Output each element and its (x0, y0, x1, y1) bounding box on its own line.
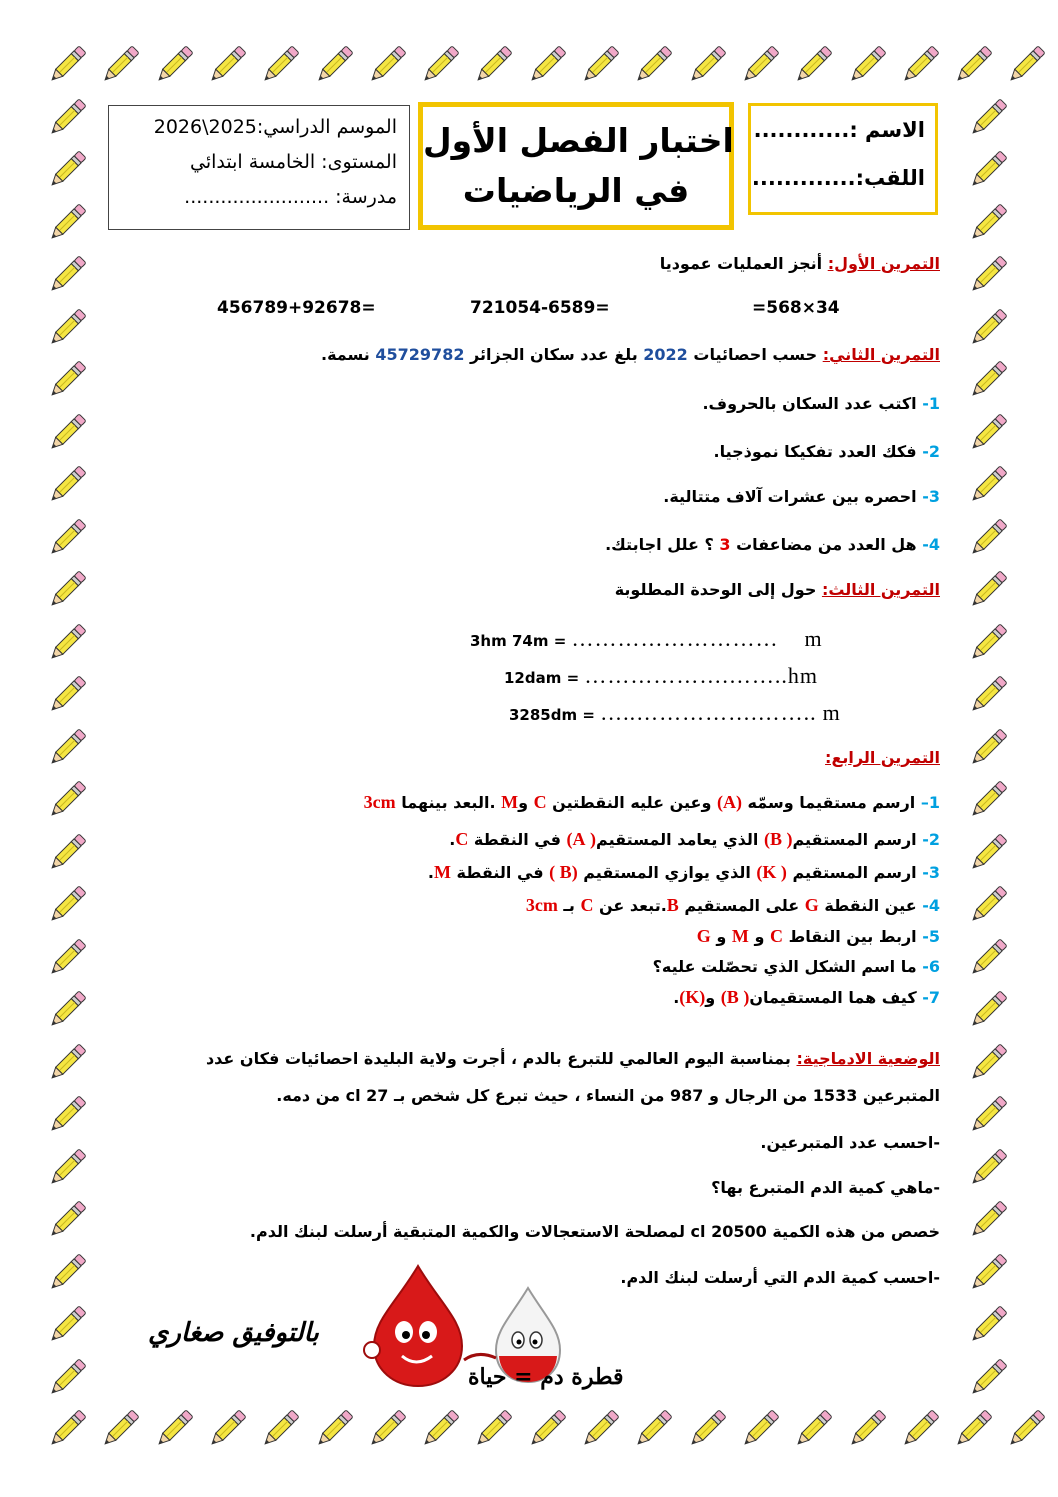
question-number: 2- (922, 442, 940, 461)
pencil-icon (790, 42, 836, 88)
question-text: و (518, 793, 534, 812)
pencil-icon (44, 830, 90, 876)
question-text: في النقطة (468, 830, 567, 849)
question-number: 2- (922, 830, 940, 849)
question-text: ؟ علل اجابتك. (605, 535, 720, 554)
exam-title-box (418, 102, 734, 230)
pencil-icon (44, 357, 90, 403)
pencil-icon (44, 567, 90, 613)
point-label: G (804, 895, 819, 915)
pencil-icon (577, 1406, 623, 1452)
exercise-2-text: نسمة. (321, 345, 376, 364)
question-text: الذي يوازي المستقيم (577, 863, 757, 882)
pencil-icon (417, 42, 463, 88)
pencil-icon (44, 1302, 90, 1348)
pencil-icon (965, 252, 1011, 298)
pencil-icon (965, 357, 1011, 403)
pencil-icon (897, 42, 943, 88)
pencil-icon (44, 515, 90, 561)
pencil-icon (965, 1355, 1011, 1401)
exercise-4-question-2 (449, 829, 940, 850)
pencil-icon (965, 1040, 1011, 1086)
pencil-icon (44, 725, 90, 771)
question-number: 7- (922, 988, 940, 1007)
exercise-4-question-3 (428, 862, 940, 883)
pencil-icon (965, 672, 1011, 718)
pencil-icon (630, 42, 676, 88)
situation-paragraph-2: المتبرعين 1533 من الرجال و 987 من النساء ، حيث تبرع كل شخص بـ cl 27 من دمه. (276, 1086, 940, 1105)
pencil-icon (44, 462, 90, 508)
question-text: هل العدد من مضاعفات (730, 535, 923, 554)
pencil-icon (44, 935, 90, 981)
question-text: فكك العدد تفكيكا نموذجيا. (713, 442, 923, 461)
pencil-icon (965, 410, 1011, 456)
census-year: 2022 (643, 345, 688, 364)
exercise-2-text: بلغ عدد سكان الجزائر (464, 345, 644, 364)
conversion-1 (470, 626, 823, 652)
pencil-icon (44, 147, 90, 193)
pencil-icon (1003, 1406, 1049, 1452)
line-label: ( B) (720, 987, 750, 1007)
question-text: ارسم مستقيما وسمّه (741, 793, 921, 812)
exercise-2-question-1 (702, 394, 940, 413)
blood-donation-slogan: قطرة دم = حياة (468, 1364, 624, 1390)
pencil-icon (965, 882, 1011, 928)
question-text: بـ (557, 896, 581, 915)
student-name-field[interactable]: الاسم :............ (753, 118, 925, 142)
school-info-box (108, 105, 410, 230)
pencil-icon (364, 42, 410, 88)
pencil-icon (470, 1406, 516, 1452)
pencil-icon (470, 42, 516, 88)
pencil-icon (44, 1355, 90, 1401)
answer-blank[interactable]: ……………….…….. (584, 663, 788, 688)
question-number: 3- (922, 487, 940, 506)
pencil-icon (737, 1406, 783, 1452)
situation-question-2: -ماهي كمية الدم المتبرع بها؟ (711, 1178, 940, 1197)
question-text: .البعد بينهما (395, 793, 502, 812)
conversion-3 (509, 700, 841, 726)
pencil-icon (965, 567, 1011, 613)
pencil-icon (965, 1302, 1011, 1348)
pencil-icon (44, 252, 90, 298)
pencil-icon (44, 1040, 90, 1086)
pencil-icon (897, 1406, 943, 1452)
operation-add: 456789+92678= (217, 298, 376, 318)
situation-title: الوضعية الادماجية: (796, 1049, 940, 1068)
pencil-icon (844, 42, 890, 88)
pencil-icon (1003, 42, 1049, 88)
school-name: مدرسة: ........................ (184, 186, 397, 208)
question-number: 6- (922, 957, 940, 976)
conversion-2 (504, 663, 818, 689)
operation-subtract: 721054-6589= (470, 298, 610, 318)
pencil-icon (684, 42, 730, 88)
pencil-icon (790, 1406, 836, 1452)
exam-title-line1: اختبار الفصل الأول (423, 121, 734, 160)
exercise-4-title: التمرين الرابع: (825, 748, 940, 767)
pencil-icon (417, 1406, 463, 1452)
pencil-icon (844, 1406, 890, 1452)
pencil-icon (965, 777, 1011, 823)
pencil-icon (44, 777, 90, 823)
exercise-2-text: حسب احصائيات (687, 345, 823, 364)
pencil-icon (965, 515, 1011, 561)
line-label: (A) (716, 792, 742, 812)
pencil-icon (44, 410, 90, 456)
exercise-1-heading (660, 254, 940, 273)
question-number: 4- (922, 535, 940, 554)
question-text: وعين عليه النقطتين (546, 793, 717, 812)
answer-blank[interactable]: ……………………… (571, 626, 779, 651)
pencil-icon (151, 1406, 197, 1452)
point-label: C (455, 829, 469, 849)
conversion-expression: 3hm 74m = (470, 632, 572, 650)
question-text: احصره بين عشرات آلاف متتالية. (663, 487, 923, 506)
school-season: الموسم الدراسي:2025\2026 (153, 116, 397, 138)
pencil-icon (965, 1145, 1011, 1191)
exercise-3-heading (615, 580, 940, 599)
exercise-4-question-5 (697, 926, 940, 947)
answer-blank[interactable]: …..…………….…….. (600, 700, 817, 725)
question-text: ارسم المستقيم (792, 830, 923, 849)
question-text: كيف هما المستقيمان (749, 988, 923, 1007)
exercise-2-question-3 (663, 487, 940, 506)
line-label: ( A) (566, 829, 597, 849)
red-drop-icon (364, 1266, 462, 1386)
exercise-2-question-4 (605, 535, 940, 554)
point-label: C (770, 926, 783, 946)
pencil-icon (311, 42, 357, 88)
question-text: . (673, 988, 680, 1007)
pencil-icon (965, 1092, 1011, 1138)
pencil-icon (965, 200, 1011, 246)
pencil-icon (44, 305, 90, 351)
pencil-icon (965, 1250, 1011, 1296)
question-text: ما اسم الشكل الذي تحصّلت عليه؟ (652, 957, 923, 976)
pencil-icon (44, 987, 90, 1033)
student-surname-field[interactable]: اللقب:............. (751, 166, 925, 190)
pencil-icon (204, 42, 250, 88)
point-label: C (533, 792, 547, 812)
pencil-icon (965, 725, 1011, 771)
question-text: و (710, 927, 732, 946)
pencil-icon (965, 147, 1011, 193)
line-label: ( B) (763, 829, 793, 849)
pencil-icon (965, 462, 1011, 508)
exercise-4-question-4 (526, 895, 940, 916)
situation-text: بمناسبة اليوم العالمي للتبرع بالدم ، أجرت ولاية البليدة احصائيات فكان عدد (205, 1049, 797, 1068)
pencil-icon (44, 42, 90, 88)
exercise-4-heading (825, 748, 940, 767)
pencil-icon (630, 1406, 676, 1452)
line-label: B (666, 895, 679, 915)
exercise-4-question-1 (364, 792, 940, 813)
point-label: C (580, 895, 594, 915)
pencil-icon (965, 620, 1011, 666)
pencil-icon (524, 42, 570, 88)
pencil-icon (965, 1197, 1011, 1243)
pencil-icon (965, 935, 1011, 981)
question-text: اربط بين النقاط (783, 927, 923, 946)
exercise-3-title: التمرين الثالث: (821, 580, 940, 599)
line-label: ( K) (756, 862, 787, 882)
pencil-icon (364, 1406, 410, 1452)
pencil-icon (44, 1145, 90, 1191)
pencil-icon (44, 95, 90, 141)
question-text: اكتب عدد السكان بالحروف. (702, 394, 923, 413)
pencil-icon (257, 42, 303, 88)
question-number: 5- (922, 927, 940, 946)
pencil-icon (97, 42, 143, 88)
question-number: 1– (920, 793, 940, 812)
question-number: 1- (922, 394, 940, 413)
exercise-2-title: التمرين الثاني: (822, 345, 940, 364)
pencil-icon (950, 1406, 996, 1452)
pencil-icon (151, 42, 197, 88)
exercise-1-instruction: أنجز العمليات عموديا (659, 254, 828, 273)
exercise-4-question-6 (653, 957, 940, 976)
question-text: . (449, 830, 456, 849)
pencil-icon (965, 987, 1011, 1033)
pencil-icon (950, 42, 996, 88)
population-number: 45729782 (375, 345, 465, 364)
pencil-icon (44, 200, 90, 246)
school-level: المستوى: الخامسة ابتدائي (189, 151, 397, 173)
point-label: M (731, 926, 749, 946)
pencil-icon (44, 1197, 90, 1243)
situation-question-1: -احسب عدد المتبرعين. (760, 1133, 940, 1152)
pencil-icon (44, 672, 90, 718)
point-label: G (696, 926, 711, 946)
student-name-box (748, 103, 938, 215)
exercise-2-heading (321, 345, 940, 364)
target-unit: m (822, 700, 841, 725)
pencil-icon (44, 882, 90, 928)
situation-question-3: خصص من هذه الكمية cl 20500 لمصلحة الاستعجالات والكمية المتبقية أرسلت لبنك الدم. (249, 1222, 940, 1241)
pencil-icon (965, 830, 1011, 876)
pencil-icon (44, 620, 90, 666)
conversion-expression: 3285dm = (509, 706, 601, 724)
exam-title-line2: في الرياضيات (462, 171, 690, 210)
distance-value: 3cm (525, 895, 558, 915)
exercise-1-title: التمرين الأول: (827, 254, 940, 273)
question-number: 3- (922, 863, 940, 882)
pencil-icon (44, 1250, 90, 1296)
pencil-icon (965, 95, 1011, 141)
line-label: (K) (679, 987, 706, 1007)
question-text: على المستقيم (678, 896, 805, 915)
target-unit: m (804, 626, 823, 651)
point-label: M (501, 792, 519, 812)
pencil-icon (737, 42, 783, 88)
multiple-of-number: 3 (719, 535, 731, 554)
exercise-4-question-7 (673, 987, 940, 1008)
distance-value: 3cm (363, 792, 396, 812)
question-text: عين النقطة (818, 896, 923, 915)
pencil-icon (44, 1092, 90, 1138)
pencil-icon (965, 305, 1011, 351)
question-text: .تبعد عن (593, 896, 667, 915)
question-text: ارسم المستقيم (786, 863, 923, 882)
conversion-expression: 12dam = (504, 669, 585, 687)
pencil-icon (44, 1406, 90, 1452)
exercise-3-instruction: حول إلى الوحدة المطلوبة (614, 580, 822, 599)
target-unit: hm (787, 663, 819, 688)
pencil-icon (311, 1406, 357, 1452)
pencil-icon (257, 1406, 303, 1452)
pencil-icon (577, 42, 623, 88)
teacher-signature: بالتوفيق صغاري (148, 1318, 319, 1348)
question-text: في النقطة (450, 863, 550, 882)
pencil-icon (97, 1406, 143, 1452)
question-number: 4- (922, 896, 940, 915)
pencil-icon (684, 1406, 730, 1452)
operation-multiply: =568×34 (752, 298, 840, 318)
line-label: (B ) (549, 862, 578, 882)
question-text: و (705, 988, 721, 1007)
question-text: و (748, 927, 770, 946)
pencil-icon (524, 1406, 570, 1452)
pencil-icon (204, 1406, 250, 1452)
question-text: الذي يعامد المستقيم (596, 830, 764, 849)
exercise-2-question-2 (713, 442, 940, 461)
question-text: . (427, 863, 434, 882)
situation-paragraph-1 (206, 1049, 940, 1068)
point-label: M (433, 862, 451, 882)
situation-question-4: -احسب كمية الدم التي أرسلت لبنك الدم. (620, 1268, 940, 1287)
